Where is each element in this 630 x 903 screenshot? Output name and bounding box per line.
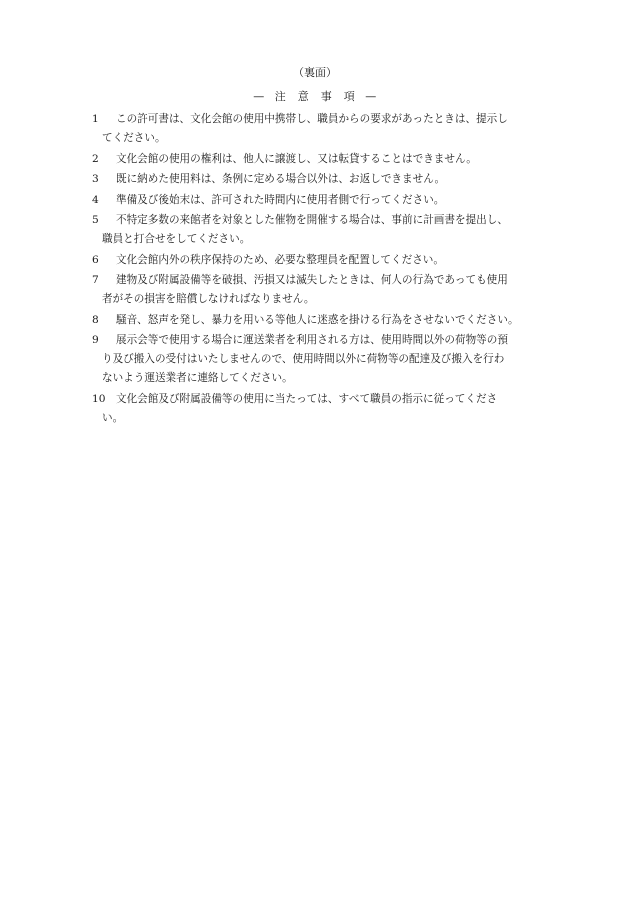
notice-item-text-line: 展示会等で使用する場合に運送業者を利用される方は、使用時間以外の荷物等の預 [116, 334, 508, 346]
notice-item-number: 9 [92, 334, 99, 346]
notice-item-text-line: この許可書は、文化会館の使用中携帯し、職員からの要求があったときは、提示し [116, 113, 508, 125]
notice-item-text-line: 建物及び附属設備等を破損、汚損又は滅失したときは、何人の行為であっても使用 [116, 274, 508, 286]
notice-item-text-line: 不特定多数の来館者を対象とした催物を開催する場合は、事前に計画書を提出し、 [116, 214, 508, 226]
notice-item [92, 390, 562, 428]
notice-list [92, 110, 562, 429]
notice-item-text-line: 者がその損害を賠償しなければなりません。 [102, 293, 315, 305]
notice-item-number: 10 [92, 392, 106, 405]
page-heading: （裏面） [293, 66, 337, 79]
notice-item-number: 4 [92, 193, 99, 206]
notice-item-number: 6 [92, 253, 99, 266]
notice-item [92, 331, 562, 388]
notice-item-text-line: てください。 [102, 132, 166, 144]
notice-item-text-line: 文化会館の使用の権利は、他人に譲渡し、又は転貸することはできません。 [116, 152, 477, 165]
notice-title: — 注 意 事 項 — [253, 90, 377, 103]
notice-item [92, 271, 562, 309]
notice-item-text-line: 職員と打合せをしてください。 [102, 233, 251, 245]
notice-item [92, 251, 562, 270]
notice-item-text-line: 騒音、怒声を発し、暴力を用いる等他人に迷惑を掛ける行為をさせないでください。 [116, 313, 519, 326]
notice-item-number: 7 [92, 274, 99, 286]
notice-item-number: 5 [92, 214, 99, 226]
notice-item-text-line: 準備及び後始末は、許可された時間内に使用者側で行ってください。 [116, 193, 445, 206]
notice-item-number: 1 [92, 113, 99, 125]
notice-item-text-line: 文化会館及び附属設備等の使用に当たっては、すべて職員の指示に従ってくださ [116, 392, 498, 405]
notice-item-text-line: い。 [102, 411, 124, 424]
notice-item-text-line: 文化会館内外の秩序保持のため、必要な整理員を配置してください。 [116, 253, 444, 266]
notice-item [92, 191, 562, 210]
notice-item-number: 3 [92, 173, 99, 185]
notice-item-text-line: ないよう運送業者に連絡してください。 [102, 372, 293, 384]
notice-item-number: 2 [92, 152, 99, 165]
notice-item-text-line: り及び搬入の受付はいたしませんので、使用時間以外に荷物等の配達及び搬入を行わ [102, 353, 505, 365]
notice-item-number: 8 [92, 313, 99, 326]
notice-item [92, 170, 562, 189]
notice-item [92, 110, 562, 148]
notice-item [92, 311, 562, 330]
notice-item [92, 211, 562, 249]
notice-item-text-line: 既に納めた使用料は、条例に定める場合以外は、お返しできません。 [116, 173, 446, 185]
notice-item [92, 150, 562, 169]
